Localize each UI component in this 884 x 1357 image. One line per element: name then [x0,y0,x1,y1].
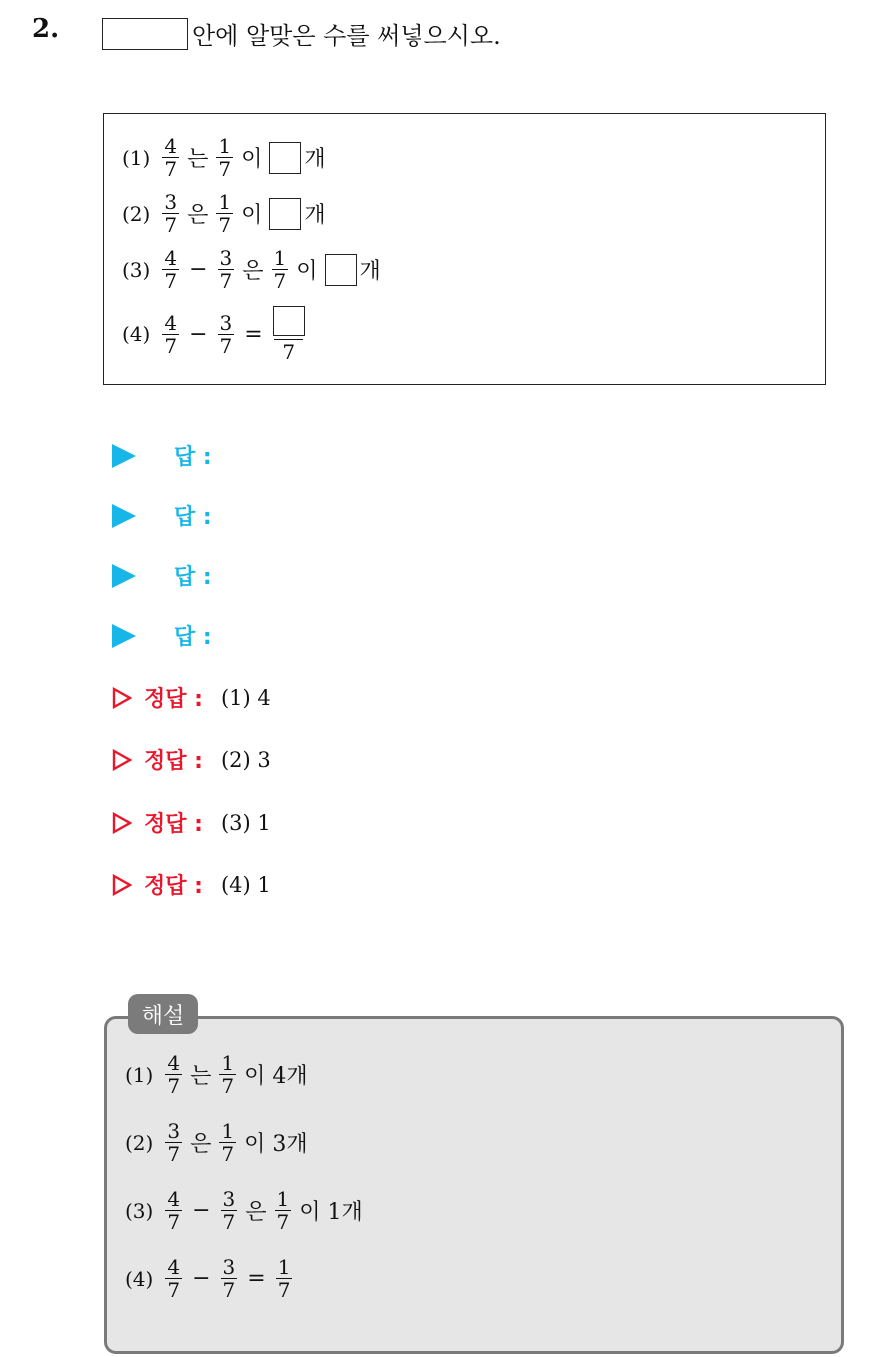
play-triangle-icon [112,504,136,528]
fraction: $\frac{3}{7}$ [222,1187,236,1234]
particle: 이 [296,259,318,284]
answer-label: 답 : [174,505,212,530]
unit: 개 [304,147,326,172]
answer-line-2 [112,500,212,531]
fraction: $\frac{4}{7}$ [167,1051,181,1098]
problem-label: (4) [122,322,151,346]
solution-row-1 [125,1053,312,1096]
correct-value: (2) 3 [220,747,271,772]
play-triangle-icon [112,444,136,468]
correct-label: 정답 : [144,874,203,899]
particle: 은 [187,203,209,228]
answer-blank[interactable] [325,254,357,286]
fraction: $\frac{3}{7}$ [167,1119,181,1166]
fraction: $\frac{1}{7}$ [273,246,287,293]
fraction: $\frac{3}{7}$ [222,1255,236,1302]
question-prompt-line [102,16,501,51]
solution-label: (1) [125,1062,154,1087]
particle: 은 [242,259,264,284]
solution-panel [104,1016,844,1354]
problem-label: (2) [122,201,151,226]
solution-label: (3) [125,1198,154,1223]
fraction: $\frac{1}{7}$ [277,1255,291,1302]
correct-label: 정답 : [144,749,203,774]
outline-triangle-icon [112,874,132,896]
minus-sign: − [192,1266,211,1291]
correct-answer-3 [112,807,271,838]
question-number: 2. [32,14,60,44]
problem-label: (3) [122,257,151,282]
particle: 은 [190,1132,212,1157]
particle: 은 [245,1200,267,1225]
correct-label: 정답 : [144,812,203,837]
unit: 개 [304,203,326,228]
correct-value: (3) 1 [220,810,271,835]
solution-label: (2) [125,1130,154,1155]
minus-sign: − [192,1198,211,1223]
particle: 는 [187,147,209,172]
problem-box [103,113,826,385]
particle: 는 [190,1064,212,1089]
fraction: $\frac{1}{7}$ [221,1119,235,1166]
correct-value: (4) 1 [220,872,271,897]
solution-tag: 해설 [128,994,198,1034]
fraction: $\frac{4}{7}$ [167,1187,181,1234]
minus-sign: − [189,321,208,347]
problem-row-3 [122,248,381,291]
fraction: $\frac{3}{7}$ [219,246,233,293]
fraction: $\frac{1}{7}$ [218,190,232,237]
correct-label: 정답 : [144,687,203,712]
equals-sign: = [244,321,263,347]
answer-label: 답 : [174,625,212,650]
fraction: $\frac{1}{7}$ [218,134,232,181]
play-triangle-icon [112,564,136,588]
solution-text: 이 1개 [299,1200,363,1225]
solution-row-2 [125,1121,312,1164]
fraction: $\frac{1}{7}$ [276,1187,290,1234]
fraction: $\frac{3}{7}$ [164,190,178,237]
solution-row-4 [125,1257,296,1300]
answer-label: 답 : [174,565,212,590]
blank-box-icon [102,18,188,50]
solution-text: 이 3개 [244,1132,308,1157]
result-fraction: 7 [273,306,305,362]
answer-blank[interactable] [273,306,305,336]
problem-row-2 [122,192,326,235]
unit: 개 [359,259,381,284]
problem-label: (1) [122,145,151,170]
answer-line-1 [112,440,212,471]
fraction: $\frac{3}{7}$ [219,310,233,358]
answer-line-4 [112,620,212,651]
fraction: $\frac{4}{7}$ [164,310,178,358]
solution-row-3 [125,1189,367,1232]
answer-blank[interactable] [269,198,301,230]
fraction: $\frac{4}{7}$ [167,1255,181,1302]
answer-blank[interactable] [269,142,301,174]
outline-triangle-icon [112,687,132,709]
fraction: $\frac{4}{7}$ [164,246,178,293]
fraction: $\frac{1}{7}$ [221,1051,235,1098]
correct-answer-2 [112,744,271,775]
problem-row-1 [122,136,326,179]
problem-row-4 [122,306,309,362]
solution-label: (4) [125,1266,154,1291]
equals-sign: = [247,1266,266,1291]
particle: 이 [241,147,263,172]
solution-text: 이 4개 [244,1064,308,1089]
fraction: $\frac{4}{7}$ [164,134,178,181]
outline-triangle-icon [112,749,132,771]
particle: 이 [241,203,263,228]
minus-sign: − [189,257,208,282]
correct-answer-1 [112,682,271,713]
question-prompt: 안에 알맞은 수를 써넣으시오. [192,22,501,50]
answer-label: 답 : [174,445,212,470]
play-triangle-icon [112,624,136,648]
correct-answer-4 [112,869,271,900]
outline-triangle-icon [112,812,132,834]
answer-line-3 [112,560,212,591]
correct-value: (1) 4 [220,685,271,710]
